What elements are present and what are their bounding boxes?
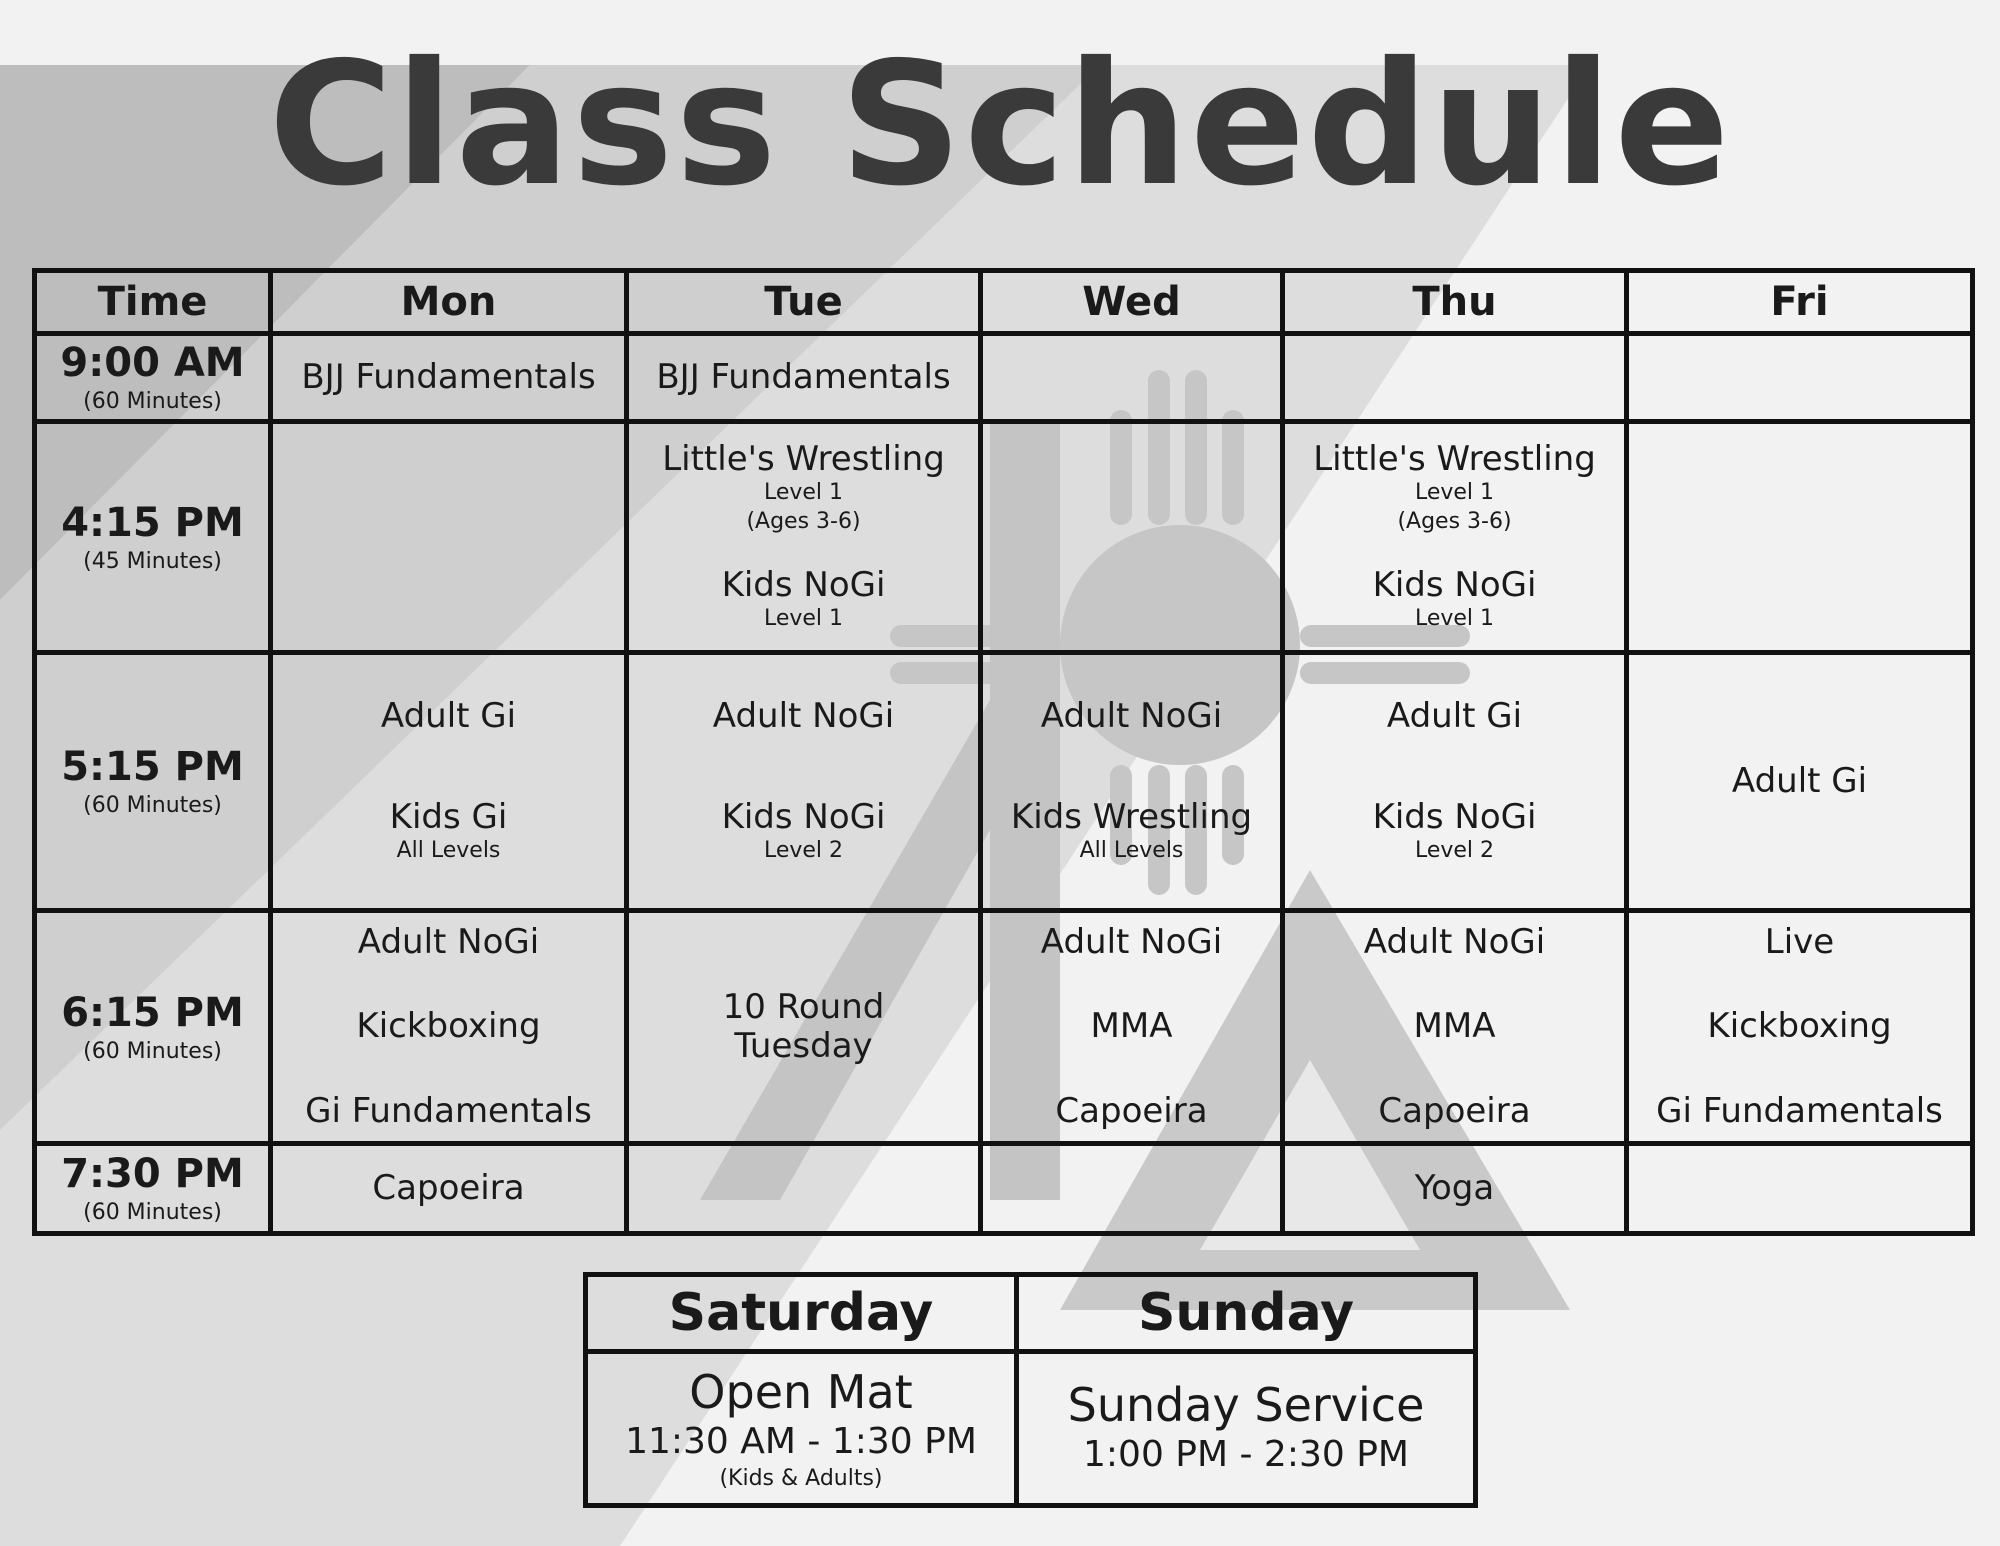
class-name: Kids Wrestling xyxy=(1010,797,1253,838)
time-cell xyxy=(35,334,271,422)
class-cell xyxy=(981,911,1283,1143)
class-cell xyxy=(627,652,981,911)
header-row xyxy=(35,271,1973,334)
level-label: All Levels xyxy=(396,838,501,864)
class-name: Yoga xyxy=(1414,1167,1495,1208)
class-name: Kids NoGi xyxy=(721,565,886,606)
class-cell xyxy=(1627,911,1973,1143)
level-label: Level 1 xyxy=(1414,480,1495,506)
class-name: Adult Gi xyxy=(1731,760,1868,801)
empty-cell xyxy=(981,1143,1283,1233)
header-saturday: Saturday xyxy=(586,1275,1017,1352)
weekend-schedule-table xyxy=(583,1272,1478,1508)
empty-cell xyxy=(1627,334,1973,422)
time-cell xyxy=(35,422,271,652)
class-cell xyxy=(1283,422,1627,652)
class-cell xyxy=(627,334,981,422)
class-cell xyxy=(271,652,627,911)
class-name: Kickboxing xyxy=(1707,1006,1892,1047)
table-row xyxy=(35,422,1973,652)
class-cell xyxy=(1283,1143,1627,1233)
class-name: BJJ Fundamentals xyxy=(656,357,951,398)
class-name: Kickboxing xyxy=(356,1006,541,1047)
table-row xyxy=(35,652,1973,911)
saturday-note: (Kids & Adults) xyxy=(719,1465,883,1491)
time-label: 6:15 PM xyxy=(61,989,244,1036)
duration-label: (60 Minutes) xyxy=(83,1199,222,1225)
class-cell xyxy=(1283,652,1627,911)
header-time: Time xyxy=(35,271,271,334)
class-name: BJJ Fundamentals xyxy=(301,357,596,398)
saturday-cell xyxy=(586,1352,1017,1506)
class-name: Tuesday xyxy=(734,1026,873,1067)
time-cell xyxy=(35,911,271,1143)
class-name: 10 Round xyxy=(722,986,885,1027)
class-cell xyxy=(271,334,627,422)
weekend-row xyxy=(586,1352,1476,1506)
sunday-time: 1:00 PM - 2:30 PM xyxy=(1083,1433,1409,1475)
duration-label: (45 Minutes) xyxy=(83,548,222,574)
class-name: Little's Wrestling xyxy=(1313,439,1596,480)
class-name: Adult NoGi xyxy=(1040,696,1223,737)
header-wed: Wed xyxy=(981,271,1283,334)
class-name: Adult NoGi xyxy=(712,696,895,737)
header-tue: Tue xyxy=(627,271,981,334)
duration-label: (60 Minutes) xyxy=(83,1038,222,1064)
empty-cell xyxy=(981,422,1283,652)
empty-cell xyxy=(981,334,1283,422)
time-label: 5:15 PM xyxy=(61,744,244,791)
class-cell xyxy=(1283,911,1627,1143)
time-cell xyxy=(35,1143,271,1233)
class-name: Live xyxy=(1764,922,1835,963)
level-label: Level 1 xyxy=(763,480,844,506)
class-name: Capoeira xyxy=(372,1167,525,1208)
level-label: Level 2 xyxy=(1414,838,1495,864)
class-name: Adult Gi xyxy=(380,696,517,737)
class-cell xyxy=(627,911,981,1143)
duration-label: (60 Minutes) xyxy=(83,389,222,415)
page-title: Class Schedule xyxy=(268,26,1732,224)
class-name: Gi Fundamentals xyxy=(305,1090,592,1131)
time-label: 4:15 PM xyxy=(61,499,244,546)
class-cell xyxy=(271,911,627,1143)
sunday-cell xyxy=(1017,1352,1476,1506)
empty-cell xyxy=(1627,422,1973,652)
class-name: MMA xyxy=(1413,1006,1496,1047)
class-name: Adult NoGi xyxy=(357,922,540,963)
class-name: Kids NoGi xyxy=(1372,797,1537,838)
level-label: Level 1 xyxy=(1414,606,1495,632)
class-name: Adult NoGi xyxy=(1363,922,1546,963)
header-fri: Fri xyxy=(1627,271,1973,334)
saturday-time: 11:30 AM - 1:30 PM xyxy=(625,1421,977,1463)
ages-label: (Ages 3-6) xyxy=(746,508,861,534)
class-name: Adult Gi xyxy=(1386,696,1523,737)
weekend-header-row xyxy=(586,1275,1476,1352)
header-mon: Mon xyxy=(271,271,627,334)
time-label: 9:00 AM xyxy=(60,340,245,387)
sunday-class: Sunday Service xyxy=(1067,1377,1425,1432)
table-row xyxy=(35,1143,1973,1233)
header-thu: Thu xyxy=(1283,271,1627,334)
empty-cell xyxy=(1283,334,1627,422)
empty-cell xyxy=(271,422,627,652)
class-name: Capoeira xyxy=(1378,1090,1531,1131)
level-label: Level 1 xyxy=(763,606,844,632)
class-name: Gi Fundamentals xyxy=(1656,1090,1943,1131)
class-cell xyxy=(981,652,1283,911)
class-name: MMA xyxy=(1090,1006,1173,1047)
duration-label: (60 Minutes) xyxy=(83,793,222,819)
class-cell xyxy=(1627,652,1973,911)
empty-cell xyxy=(1627,1143,1973,1233)
weekday-schedule-table xyxy=(32,268,1975,1236)
class-cell xyxy=(271,1143,627,1233)
ages-label: (Ages 3-6) xyxy=(1397,508,1512,534)
class-name: Kids NoGi xyxy=(721,797,886,838)
table-row xyxy=(35,334,1973,422)
class-name: Little's Wrestling xyxy=(662,439,945,480)
level-label: All Levels xyxy=(1079,838,1184,864)
level-label: Level 2 xyxy=(763,838,844,864)
class-name: Kids NoGi xyxy=(1372,565,1537,606)
time-cell xyxy=(35,652,271,911)
class-cell xyxy=(627,422,981,652)
class-name: Capoeira xyxy=(1055,1090,1208,1131)
table-row xyxy=(35,911,1973,1143)
class-name: Kids Gi xyxy=(389,797,508,838)
time-label: 7:30 PM xyxy=(61,1150,244,1197)
header-sunday: Sunday xyxy=(1017,1275,1476,1352)
saturday-class: Open Mat xyxy=(689,1365,913,1420)
class-name: Adult NoGi xyxy=(1040,922,1223,963)
empty-cell xyxy=(627,1143,981,1233)
